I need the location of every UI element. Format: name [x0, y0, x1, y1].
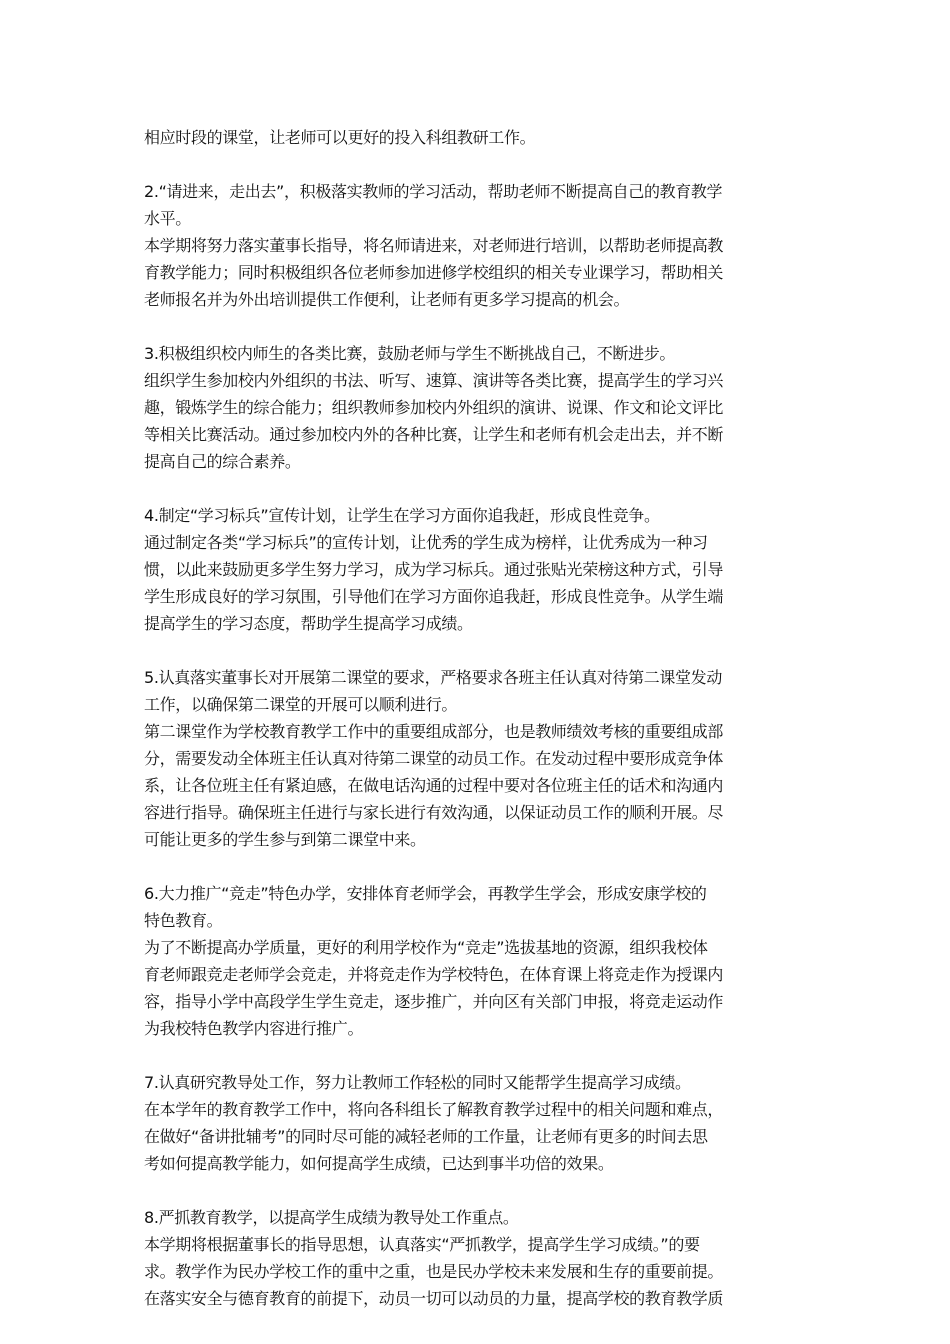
text-line: 容进行指导。确保班主任进行与家长进行有效沟通，以保证动员工作的顺利开展。尽	[144, 803, 724, 822]
text-line: 7.认真研究教导处工作，努力让教师工作轻松的同时又能帮学生提高学习成绩。	[144, 1073, 691, 1092]
text-line: 在做好“备讲批辅考”的同时尽可能的减轻老师的工作量，让老师有更多的时间去思	[144, 1127, 708, 1146]
text-line: 考如何提高教学能力，如何提高学生成绩，已达到事半功倍的效果。	[144, 1154, 614, 1173]
text-line: 第二课堂作为学校教育教学工作中的重要组成部分，也是教师绩效考核的重要组成部	[144, 722, 724, 741]
paragraph-gap	[144, 637, 806, 664]
text-line: 通过制定各类“学习标兵”的宣传计划，让优秀的学生成为榜样，让优秀成为一种习	[144, 533, 708, 552]
text-line: 本学期将努力落实董事长指导，将名师请进来，对老师进行培训，以帮助老师提高教	[144, 236, 724, 255]
text-line: 育老师跟竞走老师学会竞走，并将竞走作为学校特色，在体育课上将竞走作为授课内	[144, 965, 724, 984]
paragraph-gap	[144, 475, 806, 502]
text-line: 5.认真落实董事长对开展第二课堂的要求，严格要求各班主任认真对待第二课堂发动	[144, 668, 722, 687]
text-line: 学生形成良好的学习氛围，引导他们在学习方面你追我赶，形成良性竞争。从学生端	[144, 587, 724, 606]
text-line: 工作，以确保第二课堂的开展可以顺利进行。	[144, 695, 458, 714]
text-line: 本学期将根据董事长的指导思想，认真落实“严抓教学，提高学生学习成绩。”的要	[144, 1235, 700, 1254]
text-line: 可能让更多的学生参与到第二课堂中来。	[144, 830, 426, 849]
paragraph-gap	[144, 1042, 806, 1069]
text-line: 容，指导小学中高段学生学生竞走，逐步推广，并向区有关部门申报，将竞走运动作	[144, 992, 724, 1011]
text-line: 提高自己的综合素养。	[144, 452, 301, 471]
document-body	[144, 124, 806, 1312]
text-line: 在本学年的教育教学工作中，将向各科组长了解教育教学过程中的相关问题和难点，	[144, 1100, 724, 1119]
text-line: 分，需要发动全体班主任认真对待第二课堂的动员工作。在发动过程中要形成竞争体	[144, 749, 724, 768]
text-line: 趣，锻炼学生的综合能力；组织教师参加校内外组织的演讲、说课、作文和论文评比	[144, 398, 724, 417]
text-line: 在落实安全与德育教育的前提下，动员一切可以动员的力量，提高学校的教育教学质	[144, 1289, 724, 1308]
text-line: 惯，以此来鼓励更多学生努力学习，成为学习标兵。通过张贴光荣榜这种方式，引导	[144, 560, 724, 579]
text-line: 水平。	[144, 209, 191, 228]
text-line: 组织学生参加校内外组织的书法、听写、速算、演讲等各类比赛，提高学生的学习兴	[144, 371, 724, 390]
text-line: 求。教学作为民办学校工作的重中之重，也是民办学校未来发展和生存的重要前提。	[144, 1262, 724, 1281]
text-line: 2.“请进来，走出去”，积极落实教师的学习活动，帮助老师不断提高自己的教育教学	[144, 182, 723, 201]
text-line: 4.制定“学习标兵”宣传计划，让学生在学习方面你追我赶，形成良性竞争。	[144, 506, 660, 525]
text-line: 为了不断提高办学质量，更好的利用学校作为“竞走”选拔基地的资源，组织我校体	[144, 938, 708, 957]
text-line: 老师报名并为外出培训提供工作便利，让老师有更多学习提高的机会。	[144, 290, 630, 309]
text-line: 6.大力推广“竞走”特色办学，安排体育老师学会，再教学生学会，形成安康学校的	[144, 884, 707, 903]
text-line: 提高学生的学习态度，帮助学生提高学习成绩。	[144, 614, 473, 633]
paragraph-gap	[144, 1177, 806, 1204]
text-line: 特色教育。	[144, 911, 223, 930]
paragraph-gap	[144, 313, 806, 340]
text-line: 相应时段的课堂，让老师可以更好的投入科组教研工作。	[144, 128, 536, 147]
text-line: 等相关比赛活动。通过参加校内外的各种比赛，让学生和老师有机会走出去，并不断	[144, 425, 724, 444]
paragraph-gap	[144, 151, 806, 178]
text-line: 系，让各位班主任有紧迫感，在做电话沟通的过程中要对各位班主任的话术和沟通内	[144, 776, 724, 795]
text-line: 3.积极组织校内师生的各类比赛，鼓励老师与学生不断挑战自己，不断进步。	[144, 344, 676, 363]
paragraph-gap	[144, 853, 806, 880]
text-line: 为我校特色教学内容进行推广。	[144, 1019, 364, 1038]
text-line: 8.严抓教育教学，以提高学生成绩为教导处工作重点。	[144, 1208, 519, 1227]
text-line: 育教学能力；同时积极组织各位老师参加进修学校组织的相关专业课学习，帮助相关	[144, 263, 724, 282]
